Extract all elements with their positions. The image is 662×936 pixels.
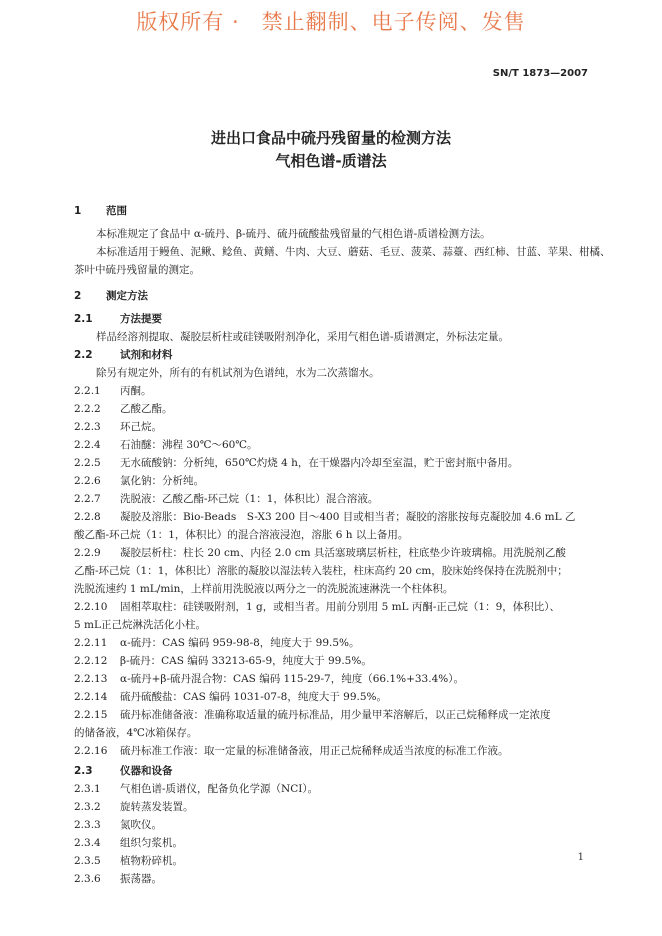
- item-number: 2.2.5: [74, 457, 101, 469]
- item-text: 旋转蒸发装置。: [120, 801, 194, 813]
- list-item: [74, 780, 592, 799]
- list-item: [74, 670, 592, 689]
- item-text: 氮吹仪。: [120, 819, 162, 831]
- paragraph: 样品经溶剂提取、凝胶层析柱或硅镁吸附剂净化，采用气相色谱-质谱测定，外标法定量。: [96, 331, 510, 343]
- list-item: [74, 598, 592, 617]
- section-title: 范围: [106, 205, 127, 217]
- section-2-heading: [74, 287, 592, 306]
- section-title: 测定方法: [106, 290, 148, 302]
- document-subtitle: 气相色谱-质谱法: [275, 152, 387, 170]
- section-number: 2.1: [74, 313, 93, 325]
- list-item: [74, 652, 592, 671]
- list-item: [74, 634, 592, 653]
- section-number: 2.2: [74, 349, 93, 361]
- item-text: 组织匀浆机。: [120, 837, 183, 849]
- list-item: [74, 688, 592, 707]
- item-text: 乙酸乙酯。: [120, 403, 173, 415]
- section-title: 试剂和材料: [120, 349, 173, 361]
- list-item: [74, 508, 592, 527]
- item-text: 凝胶及溶胀：Bio-Beads S-X3 200 目～400 目或相当者；凝胶的溶胀按每克凝胶加 4.6 mL 乙: [120, 511, 576, 523]
- item-text: 硫丹标准工作液：取一定量的标准储备液，用正己烷稀释成适当浓度的标准工作液。: [120, 745, 509, 757]
- list-item: [74, 490, 592, 509]
- section-title: 方法提要: [120, 313, 162, 325]
- item-number: 2.3.1: [74, 783, 101, 795]
- item-text: 丙酮。: [120, 385, 152, 397]
- standard-number: SN/T 1873—2007: [492, 68, 588, 79]
- item-number: 2.2.12: [74, 655, 108, 667]
- item-text: 气相色谱-质谱仪，配备负化学源（NCI）。: [120, 783, 319, 795]
- list-item: [74, 798, 592, 817]
- paragraph: 茶叶中硫丹残留量的测定。: [74, 264, 200, 276]
- item-number: 2.2.6: [74, 475, 101, 487]
- list-item-continued: 乙酯-环己烷（1：1，体积比）溶胀的凝胶以湿法转入装柱，柱床高约 20 cm，胶床始终保持在洗脱剂中；: [74, 565, 568, 577]
- list-item: [74, 834, 592, 853]
- item-number: 2.3.6: [74, 873, 101, 885]
- item-text: 固相萃取柱：硅镁吸附剂，1 g，或相当者。用前分别用 5 mL 丙酮-正己烷（1：9，体积比）、: [120, 601, 561, 613]
- item-number: 2.3.5: [74, 855, 101, 867]
- list-item: [74, 382, 592, 401]
- item-number: 2.3.4: [74, 837, 101, 849]
- paragraph: 本标准规定了食品中 α-硫丹、β-硫丹、硫丹硫酸盐残留量的气相色谱-质谱检测方法。: [96, 228, 491, 240]
- item-number: 2.3.3: [74, 819, 101, 831]
- section-number: 2.3: [74, 765, 93, 777]
- document-title: 进出口食品中硫丹残留量的检测方法: [210, 129, 451, 147]
- list-item: [74, 742, 592, 761]
- item-text: α-硫丹+β-硫丹混合物：CAS 编码 115-29-7，纯度（66.1%+33.4%）。: [120, 673, 464, 685]
- item-number: 2.2.16: [74, 745, 108, 757]
- section-title: 仪器和设备: [120, 765, 173, 777]
- list-item: [74, 706, 592, 725]
- item-text: 硫丹硫酸盐：CAS 编码 1031-07-8，纯度大于 99.5%。: [120, 691, 388, 703]
- watermark: 版权所有 · 禁止翻制、电子传阅、发售: [136, 10, 526, 34]
- item-number: 2.2.7: [74, 493, 101, 505]
- subsection-2-1-heading: [74, 310, 592, 329]
- item-text: 硫丹标准储备液：准确称取适量的硫丹标准品，用少量甲苯溶解后，以正己烷稀释成一定浓度: [120, 709, 551, 721]
- list-item: [74, 852, 592, 871]
- page-number: 1: [577, 852, 584, 863]
- item-text: 植物粉碎机。: [120, 855, 183, 867]
- item-number: 2.2.1: [74, 385, 101, 397]
- item-number: 2.2.11: [74, 637, 108, 649]
- item-text: 石油醚：沸程 30℃～60℃。: [120, 439, 258, 451]
- item-number: 2.3.2: [74, 801, 101, 813]
- item-number: 2.2.14: [74, 691, 108, 703]
- item-number: 2.2.15: [74, 709, 108, 721]
- subsection-2-3-heading: [74, 762, 592, 781]
- item-number: 2.2.4: [74, 439, 101, 451]
- item-text: 无水硫酸钠：分析纯，650℃灼烧 4 h，在干燥器内冷却至室温，贮于密封瓶中备用。: [120, 457, 519, 469]
- item-text: β-硫丹：CAS 编码 33213-65-9，纯度大于 99.5%。: [120, 655, 372, 667]
- item-text: 凝胶层析柱：柱长 20 cm、内径 2.0 cm 具活塞玻璃层析柱，柱底垫少许玻璃棉。用洗脱剂乙酸: [120, 547, 566, 559]
- list-item-continued: 酸乙酯-环己烷（1：1，体积比）的混合溶液浸泡，溶胀 6 h 以上备用。: [74, 529, 409, 541]
- item-number: 2.2.13: [74, 673, 108, 685]
- item-number: 2.2.3: [74, 421, 101, 433]
- section-number: 2: [74, 290, 82, 302]
- item-number: 2.2.2: [74, 403, 101, 415]
- list-item: [74, 418, 592, 437]
- list-item: [74, 472, 592, 491]
- item-text: 环己烷。: [120, 421, 162, 433]
- item-number: 2.2.10: [74, 601, 108, 613]
- list-item: [74, 436, 592, 455]
- item-text: 振荡器。: [120, 873, 162, 885]
- item-number: 2.2.9: [74, 547, 101, 559]
- list-item-continued: 5 mL正己烷淋洗活化小柱。: [74, 619, 206, 631]
- list-item-continued: 洗脱流速约 1 mL/min，上样前用洗脱液以两分之一的洗脱流速淋洗一个柱体积。: [74, 583, 454, 595]
- list-item: [74, 816, 592, 835]
- section-number: 1: [74, 205, 82, 217]
- paragraph: 除另有规定外，所有的有机试剂为色谱纯，水为二次蒸馏水。: [96, 367, 380, 379]
- paragraph: 本标准适用于鳗鱼、泥鳅、鲶鱼、黄鳝、牛肉、大豆、蘑菇、毛豆、菠菜、蒜薹、西红柿、甘蓝、苹果、柑橘、: [96, 246, 611, 258]
- item-text: 氯化钠：分析纯。: [120, 475, 204, 487]
- section-1-heading: [74, 202, 592, 221]
- item-text: α-硫丹：CAS 编码 959-98-8，纯度大于 99.5%。: [120, 637, 360, 649]
- list-item-continued: 的储备液，4℃冰箱保存。: [74, 727, 198, 739]
- item-number: 2.2.8: [74, 511, 101, 523]
- item-text: 洗脱液：乙酸乙酯-环己烷（1：1，体积比）混合溶液。: [120, 493, 379, 505]
- list-item: [74, 454, 592, 473]
- list-item: [74, 870, 592, 889]
- subsection-2-2-heading: [74, 346, 592, 365]
- list-item: [74, 544, 592, 563]
- list-item: [74, 400, 592, 419]
